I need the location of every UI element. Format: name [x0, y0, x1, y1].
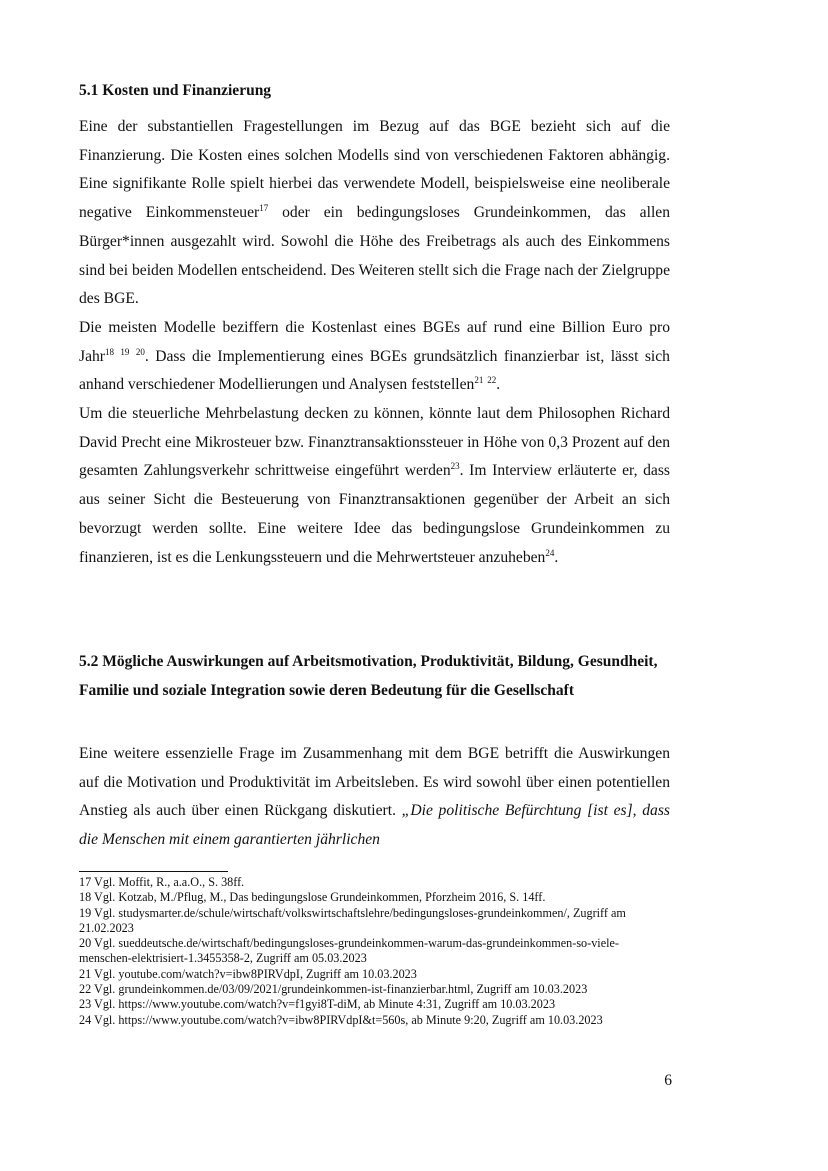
footnote-24: 24 Vgl. https://www.youtube.com/watch?v=ibw8PIRVdpI&t=560s, ab Minute 9:20, Zugriff am 10.03.2023 — [79, 1012, 603, 1027]
text-run: . Dass die Implementierung eines BGEs grundsätzlich finanzierbar ist, lässt sich anhand verschiedener Modellierungen und Analysen feststellen — [79, 347, 670, 394]
footnote-ref: 19 — [120, 346, 130, 357]
text-run: . Im Interview erläuterte er, dass aus seiner Sicht die Besteuerung von Finanztransaktionen gegenüber der Arbeit an sich bevorzugt werden sollte. Eine weitere Idee das bedingungslose Grundeinkommen zu finanzieren, ist es die Lenkungssteuern und die Mehrwertsteuer anzuheben — [79, 462, 670, 566]
footnote-17: 17 Vgl. Moffit, R., a.a.O., S. 38ff. — [79, 875, 245, 889]
text-run: . — [554, 548, 559, 566]
section-5-1-body — [79, 113, 670, 572]
footnote-ref: 24 — [545, 547, 555, 558]
paragraph — [79, 113, 670, 314]
section-5-2-body — [79, 740, 670, 855]
text-run: Um die steuerliche Mehrbelastung decken zu können, könnte laut dem Philosophen Richard David Precht eine Mikrosteuer bzw. Finanztransaktionssteuer in Höhe von 0,3 Prozent auf den gesamten Zahlungsverkehr schrittweise eingeführt werden — [79, 405, 670, 480]
footnote-18: 18 Vgl. Kotzab, M./Pflug, M., Das bedingungslose Grundeinkommen, Pforzheim 2016, S. 14ff. — [79, 890, 546, 905]
footnote-ref: 22 — [487, 375, 497, 386]
footnote-ref: 17 — [259, 203, 269, 214]
footnote-separator — [79, 871, 228, 872]
footnote-22: 22 Vgl. grundeinkommen.de/03/09/2021/grundeinkommen-ist-finanzierbar.html, Zugriff am 10.03.2023 — [79, 982, 588, 997]
section-heading-5-1: 5.1 Kosten und Finanzierung — [79, 82, 272, 99]
quote-run: „Die politische Befürchtung [ist es], dass die Menschen mit einem garantierten jährlichen — [79, 802, 670, 849]
footnote-19: 19 Vgl. studysmarter.de/schule/wirtschaft/volkswirtschaftslehre/bedingungsloses-grundeinkommen/, Zugriff am 21.02.2023 — [79, 905, 626, 935]
text-run: . — [496, 376, 501, 394]
text-run: Die meisten Modelle beziffern die Kostenlast eines BGEs auf rund eine Billion Euro pro Jahr — [79, 318, 670, 365]
section-heading-5-2: 5.2 Mögliche Auswirkungen auf Arbeitsmotivation, Produktivität, Bildung, Gesundheit, Familie und soziale Integration sowie deren Bedeutung für die Gesellschaft — [79, 653, 658, 699]
text-run: oder ein bedingungsloses Grundeinkommen, das allen Bürger*innen ausgezahlt wird. Sowohl die Höhe des Freibetrags als auch des Einkommens sind bei beiden Modellen entscheidend. Des Weiteren stellt sich die Frage nach der Zielgruppe des BGE. — [79, 204, 670, 308]
footnotes-list — [79, 875, 671, 1028]
footnote-20: 20 Vgl. sueddeutsche.de/wirtschaft/bedingungsloses-grundeinkommen-warum-das-grundeinkommen-so-viele-menschen-elektrisiert-1.3455358-2, Zugriff am 05.03.2023 — [79, 936, 619, 966]
paragraph — [79, 314, 670, 400]
footnote-21: 21 Vgl. youtube.com/watch?v=ibw8PIRVdpI, Zugriff am 10.03.2023 — [79, 966, 417, 981]
paragraph — [79, 400, 670, 572]
footnote-ref: 18 — [104, 346, 114, 357]
paragraph — [79, 740, 670, 855]
text-run: Eine weitere essenzielle Frage im Zusammenhang mit dem BGE betrifft die Auswirkungen auf die Motivation und Produktivität im Arbeitsleben. Es wird sowohl über einen potentiellen Anstieg als auch über einen Rückgang diskutiert. — [79, 745, 670, 820]
footnote-ref: 20 — [135, 346, 145, 357]
page-number: 6 — [664, 1072, 672, 1089]
footnote-23: 23 Vgl. https://www.youtube.com/watch?v=f1gyi8T-diM, ab Minute 4:31, Zugriff am 10.03.2023 — [79, 997, 556, 1012]
footnote-ref: 21 — [474, 375, 484, 386]
footnote-ref: 23 — [450, 461, 460, 472]
text-run: Eine der substantiellen Fragestellungen im Bezug auf das BGE bezieht sich auf die Finanzierung. Die Kosten eines solchen Modells sind von verschiedenen Faktoren abhängig. Eine signifikante Rolle spielt hierbei das verwendete Modell, beispielsweise eine neoliberale negative Einkommensteuer — [79, 118, 670, 222]
